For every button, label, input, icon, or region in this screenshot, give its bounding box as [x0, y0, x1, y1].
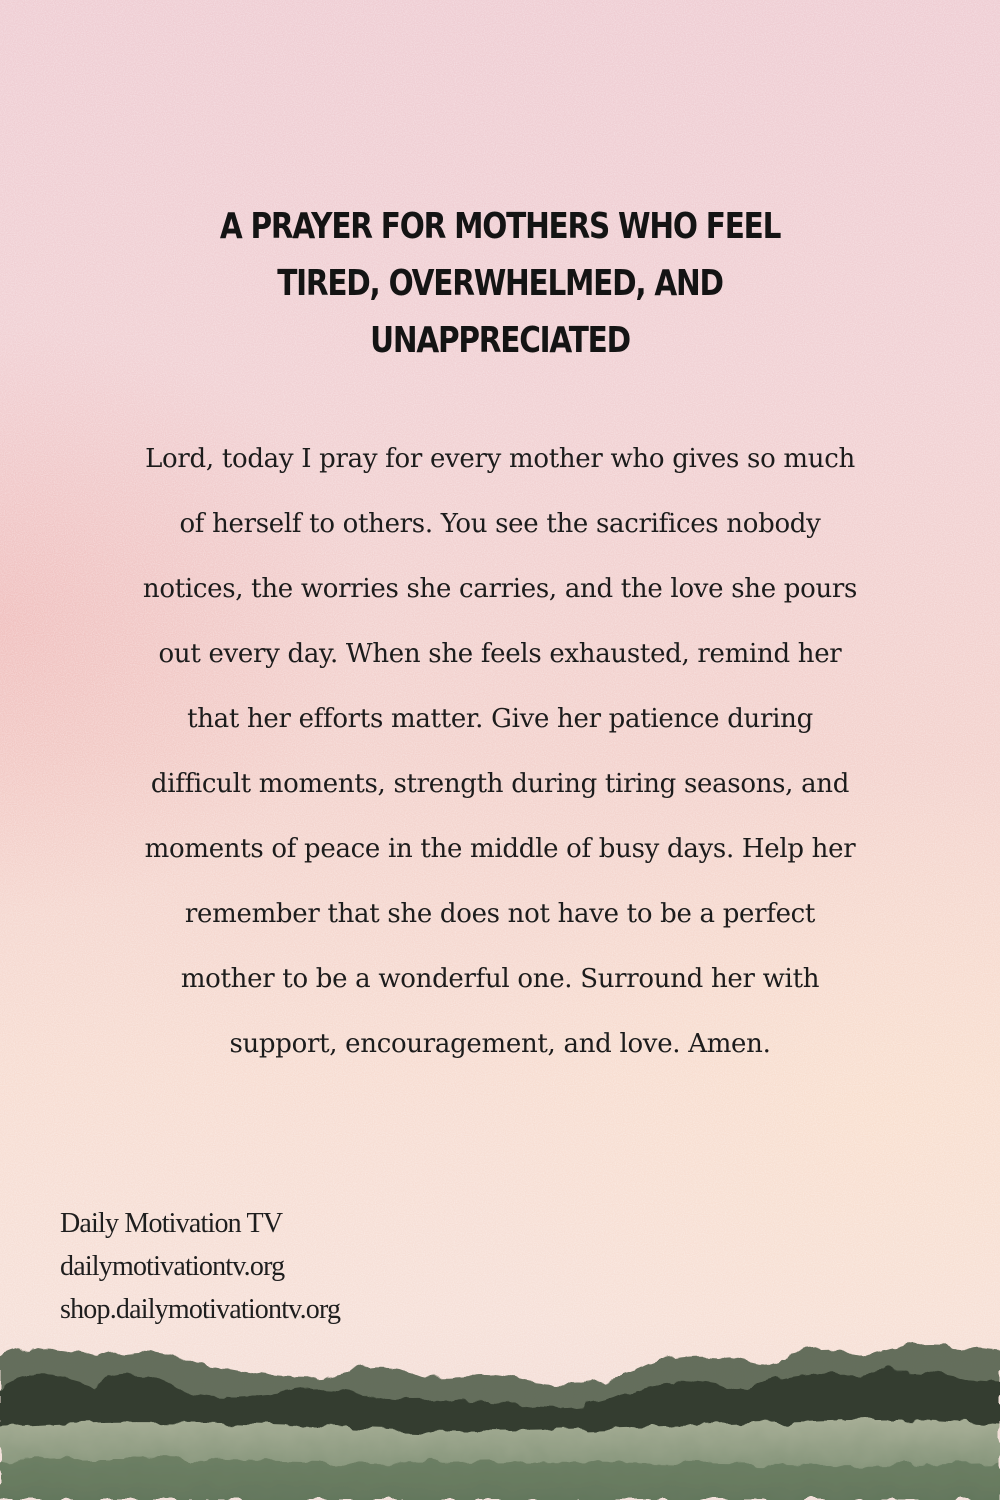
- watercolor-landscape: [0, 1320, 1000, 1500]
- website-link[interactable]: dailymotivationtv.org: [60, 1251, 285, 1282]
- credits: [60, 1202, 460, 1331]
- brand-name: Daily Motivation TV: [60, 1208, 283, 1239]
- shop-link[interactable]: shop.dailymotivationtv.org: [60, 1294, 341, 1325]
- prayer-body: Lord, today I pray for every mother who gives so much of herself to others. You see the sacrifices nobody notices, the worries she carries, and the love she pours out every day. When she feels exhausted, remind her that her efforts matter. Give her patience during difficult moments, strength during tiring seasons, and moments of peace in the middle of busy days. Help her remember that she does not have to be a perfect mother to be a wonderful one. Surround her with support, encouragement, and love. Amen.: [142, 444, 858, 1059]
- prayer-title: A PRAYER FOR MOTHERS WHO FEEL TIRED, OVERWHELMED, AND UNAPPRECIATED: [219, 206, 781, 361]
